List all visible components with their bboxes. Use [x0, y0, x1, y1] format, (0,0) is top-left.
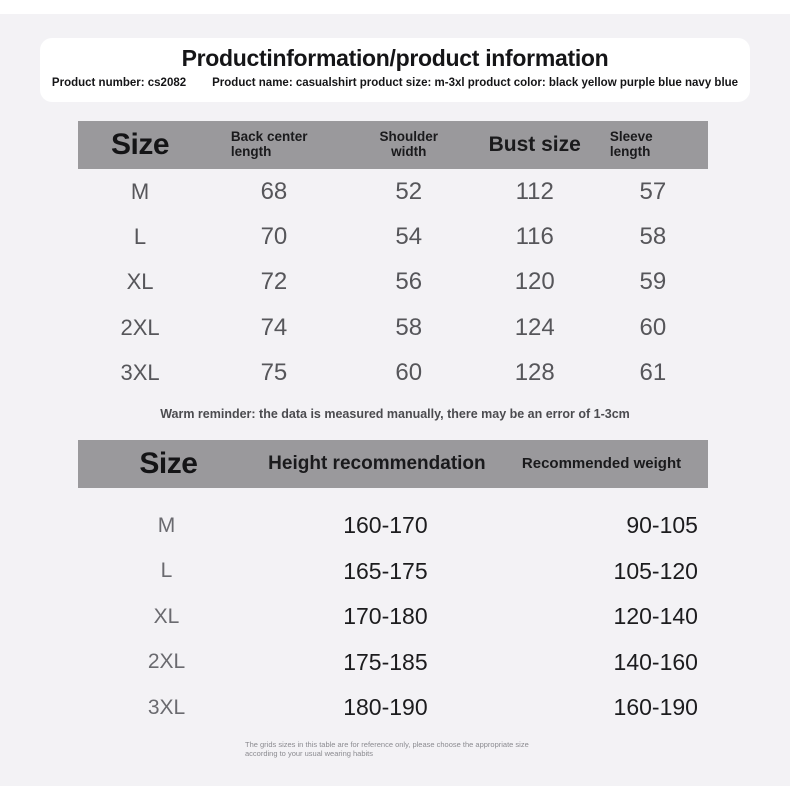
cell-sleeve-length: 59 — [639, 268, 667, 296]
cell-weight: 90-105 — [626, 512, 698, 539]
fit-table-header-row — [78, 440, 708, 488]
cell-back-center-length: 70 — [260, 222, 288, 250]
cell-bust-size: 120 — [514, 268, 555, 296]
footer-note-line1: The grids sizes in this table are for reference only, please choose the appropriate size according to — [245, 740, 529, 758]
cell-size: 2XL — [147, 650, 186, 674]
cell-bust-size: 112 — [515, 177, 554, 205]
cell-sleeve-length: 61 — [639, 358, 667, 386]
cell-back-center-length: 72 — [260, 268, 288, 296]
column-header-height-recommendation: Height recommendation — [268, 453, 486, 474]
cell-shoulder-width: 60 — [395, 358, 423, 386]
cell-shoulder-width: 52 — [395, 177, 423, 205]
fit-table-body — [78, 503, 708, 731]
cell-size: M — [157, 513, 176, 537]
cell-sleeve-length: 60 — [639, 313, 667, 341]
cell-bust-size: 128 — [514, 358, 555, 386]
page-title: Productinformation/product information — [181, 45, 609, 71]
table-row-l — [78, 549, 708, 595]
cell-shoulder-width: 56 — [395, 268, 423, 296]
cell-back-center-length: 68 — [260, 177, 288, 205]
cell-height: 160-170 — [343, 512, 428, 539]
table-row-xl — [78, 594, 708, 640]
cell-height: 165-175 — [343, 557, 428, 584]
column-header-shoulder-width: Shoulder width — [379, 128, 438, 160]
table-row-2xl — [78, 305, 708, 350]
cell-size: XL — [153, 604, 180, 628]
product-meta-line — [40, 77, 750, 89]
cell-weight: 140-160 — [613, 648, 698, 675]
column-header-back-center-length: Back center length — [230, 128, 308, 160]
cell-size: XL — [126, 269, 154, 295]
cell-weight: 105-120 — [613, 557, 698, 584]
product-number: Product number: cs2082 — [51, 77, 187, 89]
cell-bust-size: 116 — [515, 222, 554, 250]
column-header-size: Size — [111, 128, 170, 161]
table-row-2xl — [78, 640, 708, 686]
product-info-card — [40, 38, 750, 102]
table-row-xl — [78, 260, 708, 305]
size-measurement-table — [78, 121, 708, 395]
cell-sleeve-length: 57 — [639, 177, 667, 205]
cell-size: M — [130, 178, 150, 204]
column-header-recommended-weight: Recommended weight — [521, 455, 682, 472]
product-details: Product name: casualshirt product size: m-3xl product color: black yellow purple blue navy blue — [212, 77, 739, 89]
fit-recommendation-table — [78, 440, 708, 731]
cell-size: 3XL — [147, 695, 186, 719]
footer-note — [245, 740, 545, 758]
cell-size: 2XL — [120, 314, 160, 340]
column-header-sleeve-length: Sleeve length — [609, 128, 653, 160]
cell-shoulder-width: 58 — [395, 313, 423, 341]
column-header-size: Size — [139, 447, 198, 480]
table-row-m — [78, 169, 708, 214]
cell-size: L — [160, 559, 173, 583]
cell-weight: 160-190 — [613, 694, 698, 721]
table-row-3xl — [78, 685, 708, 731]
size-table-header-row — [78, 121, 708, 169]
cell-back-center-length: 75 — [260, 358, 288, 386]
cell-height: 175-185 — [343, 648, 428, 675]
column-header-bust-size: Bust size — [488, 133, 581, 156]
table-row-m — [78, 503, 708, 549]
table-row-l — [78, 214, 708, 259]
cell-size: 3XL — [120, 359, 160, 385]
footer-note-line2: your usual wearing habits — [287, 749, 374, 758]
cell-size: L — [133, 223, 147, 249]
cell-weight: 120-140 — [613, 603, 698, 630]
cell-height: 170-180 — [343, 603, 428, 630]
cell-sleeve-length: 58 — [639, 222, 667, 250]
cell-bust-size: 124 — [514, 313, 555, 341]
cell-shoulder-width: 54 — [395, 222, 423, 250]
table-row-3xl — [78, 350, 708, 395]
cell-height: 180-190 — [343, 694, 428, 721]
cell-back-center-length: 74 — [260, 313, 288, 341]
warm-reminder: Warm reminder: the data is measured manually, there may be an error of 1-3cm — [160, 407, 630, 421]
